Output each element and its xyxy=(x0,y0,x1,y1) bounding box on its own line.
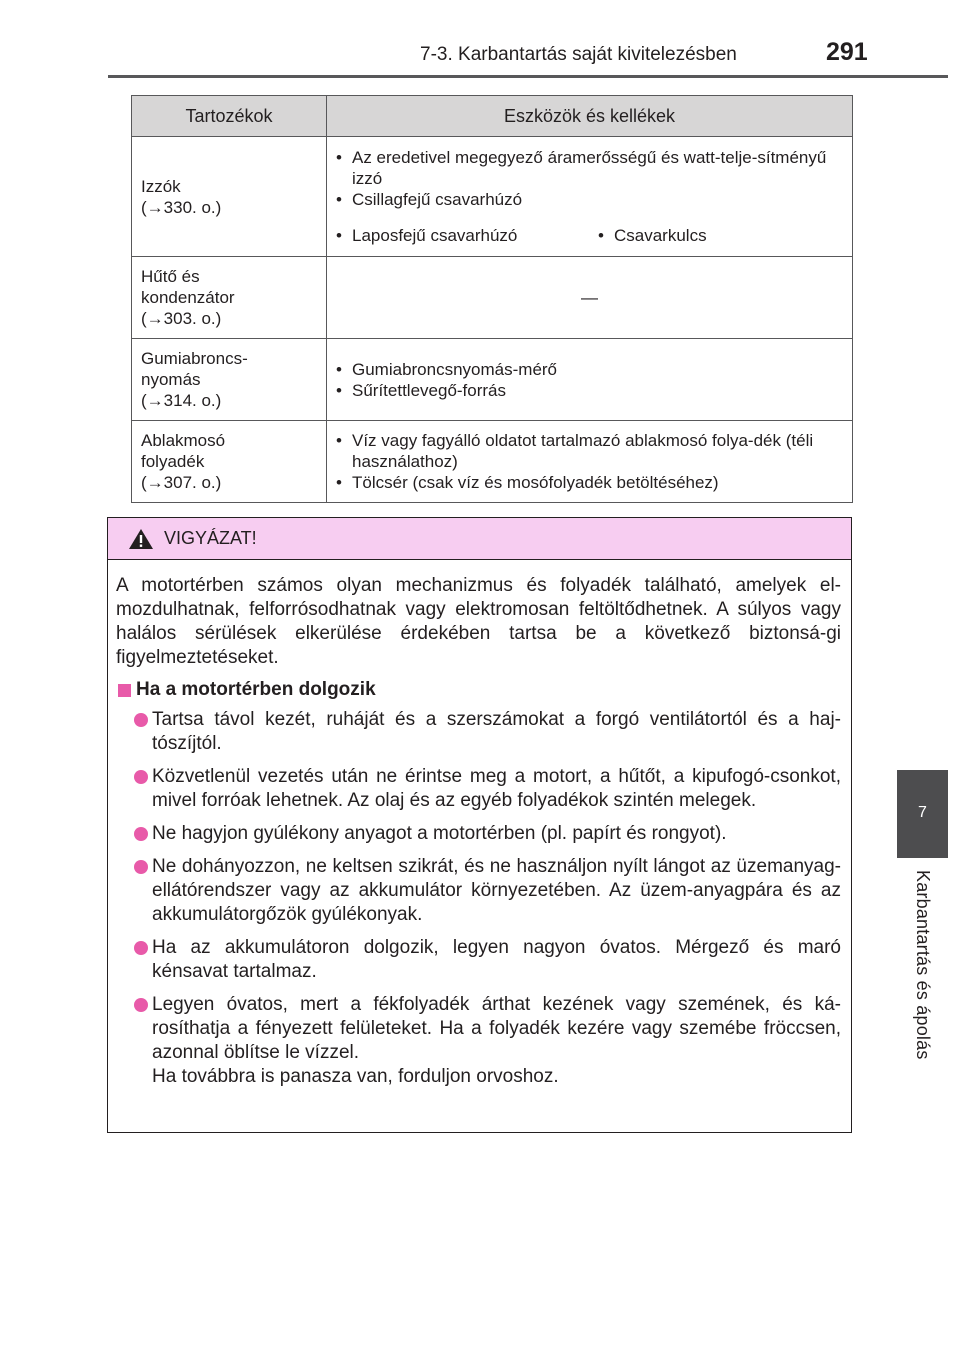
header-rule xyxy=(108,75,948,78)
square-bullet-icon xyxy=(118,684,131,697)
page-reference: (→303. o.) xyxy=(141,309,222,328)
chapter-number: 7 xyxy=(918,804,927,821)
accessory-cell xyxy=(132,421,327,503)
warning-body xyxy=(108,560,851,1089)
section-title: 7-3. Karbantartás saját kivitelezésben xyxy=(420,44,737,65)
dot-bullet-icon xyxy=(134,827,148,841)
page-reference: (→330. o.) xyxy=(141,197,222,217)
tools-cell xyxy=(327,339,853,421)
chapter-tab xyxy=(897,770,948,858)
warning-item: Közvetlenül vezetés után ne érintse meg a motort, a hűtőt, a kipufogó-csonkot, mivel forróak lehetnek. Az olaj és az egyéb folyadékok szintén melegek. xyxy=(116,765,841,813)
table-row xyxy=(132,421,853,503)
warning-section-heading xyxy=(116,678,841,702)
warning-item: Tartsa távol kezét, ruháját és a szerszámokat a forgó ventilátortól és a haj-tószíjtól. xyxy=(116,708,841,756)
accessory-name: Izzók xyxy=(141,176,181,196)
accessory-cell xyxy=(132,339,327,421)
dot-bullet-icon xyxy=(134,860,148,874)
tool-item: • Gumiabroncsnyomás-mérő xyxy=(336,359,843,380)
accessory-name: Ablakmosó xyxy=(141,431,226,450)
chapter-label: Karbantartás és ápolás xyxy=(913,870,933,1060)
accessory-name: kondenzátor xyxy=(141,288,235,307)
warning-box xyxy=(107,517,852,1133)
warning-header xyxy=(108,518,851,560)
warning-triangle-icon xyxy=(128,528,154,550)
tool-item: • Laposfejű csavarhúzó xyxy=(336,225,598,246)
dot-bullet-icon xyxy=(134,998,148,1012)
page-reference: (→307. o.) xyxy=(141,473,222,492)
tools-cell-empty: — xyxy=(327,257,853,339)
table-row xyxy=(132,339,853,421)
tool-item: • Csillagfejű csavarhúzó xyxy=(336,189,843,210)
column-header-accessories: Tartozékok xyxy=(132,96,327,137)
warning-item-extra: Ha továbbra is panasza van, forduljon orvoshoz. xyxy=(152,1066,559,1087)
dot-bullet-icon xyxy=(134,941,148,955)
table-row xyxy=(132,137,853,257)
tool-item: • Tölcsér (csak víz és mosófolyadék betöltéséhez) xyxy=(336,472,843,493)
accessory-name: nyomás xyxy=(141,370,201,389)
accessory-name: Hűtő és xyxy=(141,267,200,286)
warning-item: Ne hagyjon gyúlékony anyagot a motortérben (pl. papírt és rongyot). xyxy=(116,822,841,846)
warning-section-title: Ha a motortérben dolgozik xyxy=(136,679,376,700)
tools-table xyxy=(131,95,853,503)
tools-cell xyxy=(327,421,853,503)
page-number: 291 xyxy=(826,38,868,66)
tool-item: • Víz vagy fagyálló oldatot tartalmazó ablakmosó folya-dék (téli használathoz) xyxy=(336,430,843,472)
accessory-name: Gumiabroncs- xyxy=(141,349,248,368)
dot-bullet-icon xyxy=(134,770,148,784)
dot-bullet-icon xyxy=(134,713,148,727)
column-header-tools: Eszközök és kellékek xyxy=(327,96,853,137)
page-reference: (→314. o.) xyxy=(141,391,222,410)
tool-item: • Csavarkulcs xyxy=(598,225,707,246)
tools-cell xyxy=(327,137,853,257)
accessory-cell xyxy=(132,257,327,339)
warning-item: Ha az akkumulátoron dolgozik, legyen nagyon óvatos. Mérgező és maró kénsavat tartalmaz. xyxy=(116,936,841,984)
warning-intro: A motortérben számos olyan mechanizmus és folyadék található, amelyek el-mozdulhatnak, felforrósodhatnak vagy elektromosan feltöltődhetnek. A súlyos vagy halálos sérülések elkerülése érdekében tartsa be a következő biztonsá-gi figyelmeztetéseket. xyxy=(116,575,841,668)
table-header-row xyxy=(132,96,853,137)
warning-title: VIGYÁZAT! xyxy=(164,528,257,548)
accessory-cell xyxy=(132,137,327,257)
table-row xyxy=(132,257,853,339)
accessory-name: folyadék xyxy=(141,452,205,471)
tool-item: • Sűrítettlevegő-forrás xyxy=(336,380,843,401)
warning-item: Legyen óvatos, mert a fékfolyadék árthat kezének vagy szemének, és ká-rosíthatja a fényezett felületeket. Ha a folyadék kezére vagy szemébe fröccsen, azonnal öblítse le vízzel. Ha továbbra is panasza van, forduljon orvoshoz. xyxy=(116,993,841,1089)
tool-item: • Az eredetivel megegyező áramerősségű és watt-telje-sítményű izzó xyxy=(336,147,843,189)
warning-item: Ne dohányozzon, ne keltsen szikrát, és ne használjon nyílt lángot az üzemanyag-ellátórendszer vagy az akkumulátor környezetében. Az üzem-anyagpára és az akkumulátorgőzök gyúlékonyak. xyxy=(116,855,841,927)
